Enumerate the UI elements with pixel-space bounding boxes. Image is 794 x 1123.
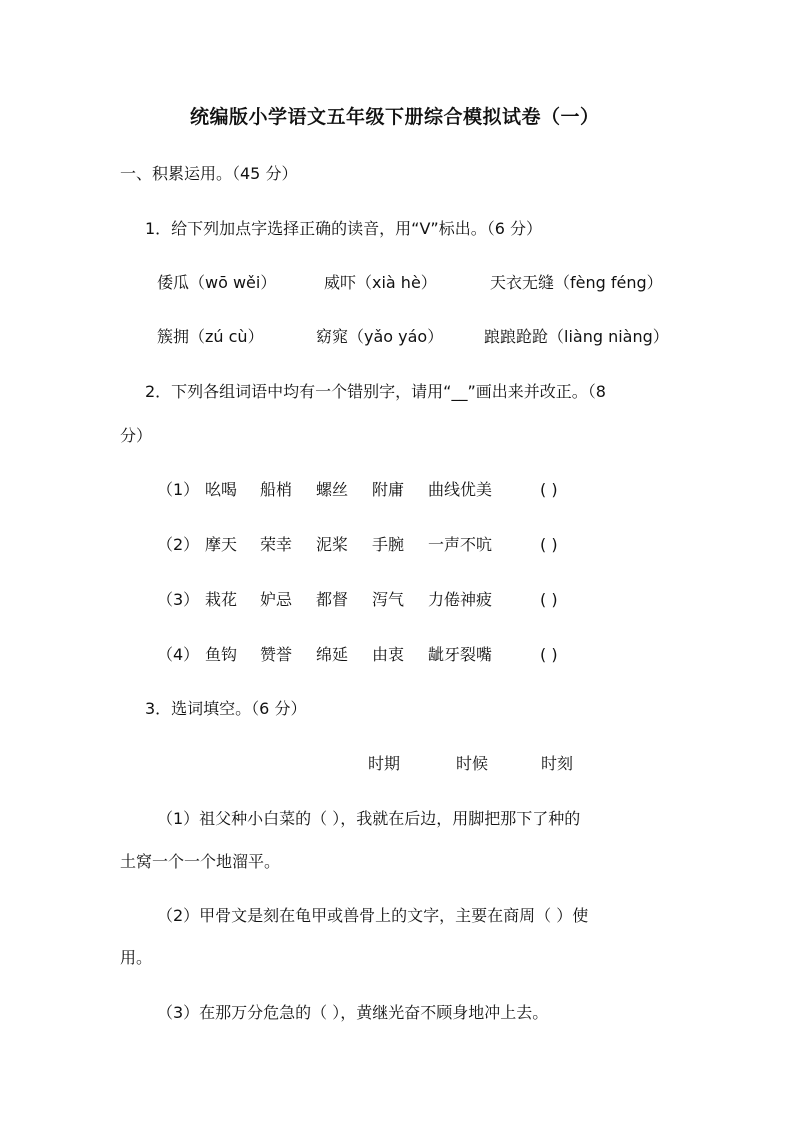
question-3-stem: 3．选词填空。（6 分） [145, 699, 307, 718]
word: 鱼钩 [205, 645, 238, 664]
answer-blank: ( ) [540, 480, 558, 499]
word: 摩天 [205, 535, 238, 554]
word: 手腕 [372, 535, 405, 554]
word: 由衷 [372, 645, 405, 664]
item-number: （4） [157, 645, 200, 664]
word: 船梢 [260, 480, 293, 499]
sentence-2-cont: 用。 [120, 948, 153, 967]
pinyin-option: 天衣无缝（fèng féng） [490, 273, 663, 292]
word: 妒忌 [260, 590, 293, 609]
sentence-2: （2）甲骨文是刻在龟甲或兽骨上的文字，主要在商周（ ）使 [157, 906, 589, 925]
word: 附庸 [372, 480, 405, 499]
question-1-stem: 1．给下列加点字选择正确的读音，用“V”标出。（6 分） [145, 219, 542, 238]
question-2-stem: 2．下列各组词语中均有一个错别字，请用“__”画出来并改正。（8 [145, 382, 606, 401]
word-option: 时刻 [541, 754, 574, 773]
word: 泻气 [372, 590, 405, 609]
word: 赞誉 [260, 645, 293, 664]
answer-blank: ( ) [540, 590, 558, 609]
item-number: （3） [157, 590, 200, 609]
sentence-1: （1）祖父种小白菜的（ ），我就在后边，用脚把那下了种的 [157, 809, 581, 828]
word: 荣幸 [260, 535, 293, 554]
answer-blank: ( ) [540, 535, 558, 554]
pinyin-option: 倭瓜（wō wěi） [157, 273, 277, 292]
item-number: （2） [157, 535, 200, 554]
word: 都督 [316, 590, 349, 609]
word: 泥桨 [316, 535, 349, 554]
exam-title: 统编版小学语文五年级下册综合模拟试卷（一） [190, 106, 600, 128]
pinyin-option: 威吓（xià hè） [324, 273, 437, 292]
pinyin-option: 踉踉跄跄（liàng niàng） [484, 327, 669, 346]
word: 曲线优美 [428, 480, 493, 499]
word: 螺丝 [316, 480, 349, 499]
word: 一声不吭 [428, 535, 493, 554]
word: 龇牙裂嘴 [428, 645, 493, 664]
pinyin-option: 簇拥（zú cù） [157, 327, 264, 346]
item-number: （1） [157, 480, 200, 499]
sentence-3: （3）在那万分危急的（ ），黄继光奋不顾身地冲上去。 [157, 1003, 549, 1022]
word-option: 时候 [456, 754, 489, 773]
question-2-stem-cont: 分） [120, 426, 153, 445]
word: 绵延 [316, 645, 349, 664]
word: 栽花 [205, 590, 238, 609]
word: 力倦神疲 [428, 590, 493, 609]
pinyin-option: 窈窕（yǎo yáo） [316, 327, 444, 346]
answer-blank: ( ) [540, 645, 558, 664]
section-heading: 一、积累运用。（45 分） [120, 164, 298, 183]
word-option: 时期 [368, 754, 401, 773]
sentence-1-cont: 土窝一个一个地溜平。 [120, 852, 281, 871]
word: 吆喝 [205, 480, 238, 499]
